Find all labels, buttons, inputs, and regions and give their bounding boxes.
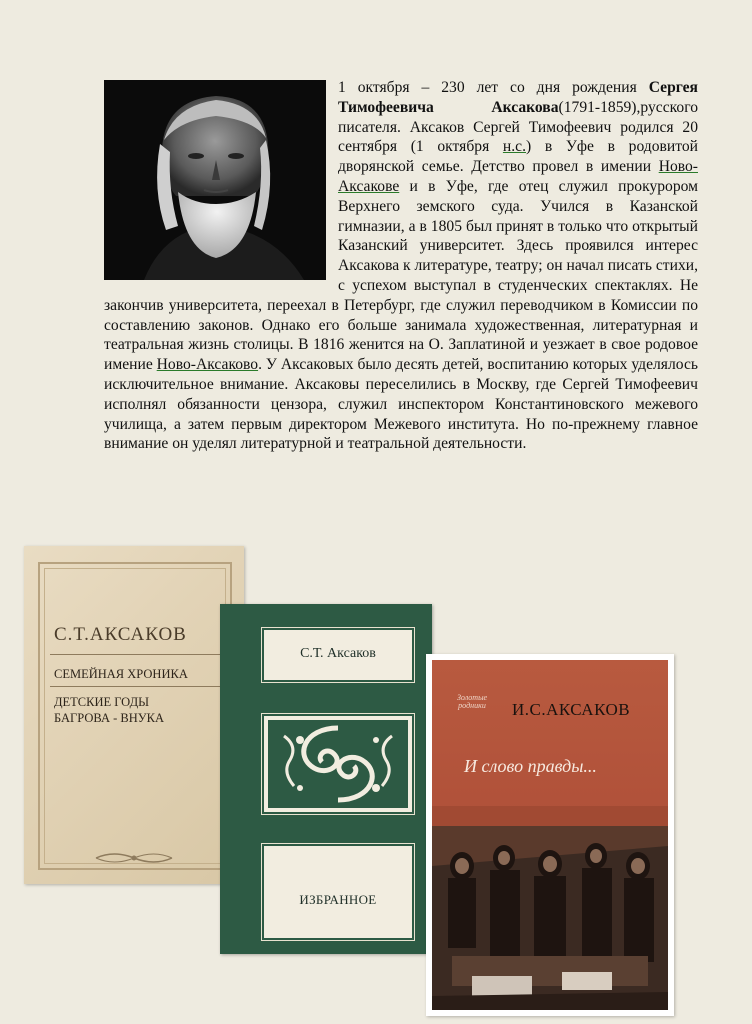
article-paragraph-1: Аксаков Сергей Тимофеевич родился 20 сентября (1 октября: [338, 118, 698, 156]
article-lead-name: Сергея Тимофеевича Аксакова: [338, 79, 698, 116]
ornament-panel: [262, 714, 414, 814]
book-3-author: И.С.АКСАКОВ: [512, 700, 631, 719]
book-1-title-3-line: БАГРОВА - ВНУКА: [54, 711, 164, 725]
divider: [50, 686, 228, 687]
cover-background: [432, 660, 668, 1010]
article-text: [104, 78, 698, 454]
estate-name-1: Ново-Аксакове: [338, 158, 698, 195]
divider: [50, 654, 228, 655]
book-2-title: ИЗБРАННОЕ: [299, 892, 377, 907]
series-logo: Золотые родники: [456, 693, 488, 710]
portrait-photo: [104, 80, 326, 280]
book-cover-family-chronicle: [24, 546, 244, 884]
article-paragraph-2: ) в Уфе в родовитой дворянской семье. Детство провел в имении: [338, 138, 698, 176]
estate-name-2: Ново-Аксаково: [156, 356, 259, 374]
floral-ornament-icon: [264, 716, 412, 812]
article-paragraph-4: . У Аксаковых было десять детей, воспитанию которых уделялось исключительное внимание. Аксаковы переселились в Москву, где Сергей Тимофеевич исполнял обязанности цензора, служил инспектором Константиновского межевого училища, а затем первым директором Межевого института. Но по-прежнему главное внимание он уделял литературной и театральной деятельности.: [104, 356, 698, 453]
book-3-title: И слово правды...: [464, 756, 597, 776]
book-cover-selected: [220, 604, 432, 954]
book-cover-word-of-truth: [426, 654, 674, 1016]
abbr-new-style: н.с.: [502, 138, 526, 156]
article-paragraph-3: и в Уфе, где отец служил прокурором Верхнего земского суда. Учился в Казанской гимназии, а в 1805 был принят в только что открытый Казанский университет. Здесь проявился интерес Аксакова к литературе, театру; он начал писать стихи, с успехом выступал в студенческих спектаклях. Не закончив университета, переехал в Петербург, где служил переводчиком в Комиссии по составлению законов. Однако его больше занимала художественная, литературная и театральная жизнь столицы. В 1816 женится на О. Заплатиной и уезжает в свое родовое имение: [104, 177, 699, 374]
author-panel: [262, 628, 414, 682]
article-lead-rest: (1791-1859),русского писателя.: [338, 98, 698, 136]
book-1-title-1: СЕМЕЙНАЯ ХРОНИКА: [54, 667, 188, 681]
title-panel: [262, 844, 414, 940]
book-2-author: С.Т. Аксаков: [300, 646, 376, 661]
article-lead-date: 1 октября – 230 лет со дня рождения: [338, 79, 649, 96]
ornament-icon: [94, 850, 174, 866]
book-1-title-2: [54, 694, 224, 726]
book-1-author: С.Т.АКСАКОВ: [54, 624, 187, 645]
book-1-title-2-line: ДЕТСКИЕ ГОДЫ: [54, 695, 150, 709]
crowd-illustration: [432, 806, 668, 1010]
